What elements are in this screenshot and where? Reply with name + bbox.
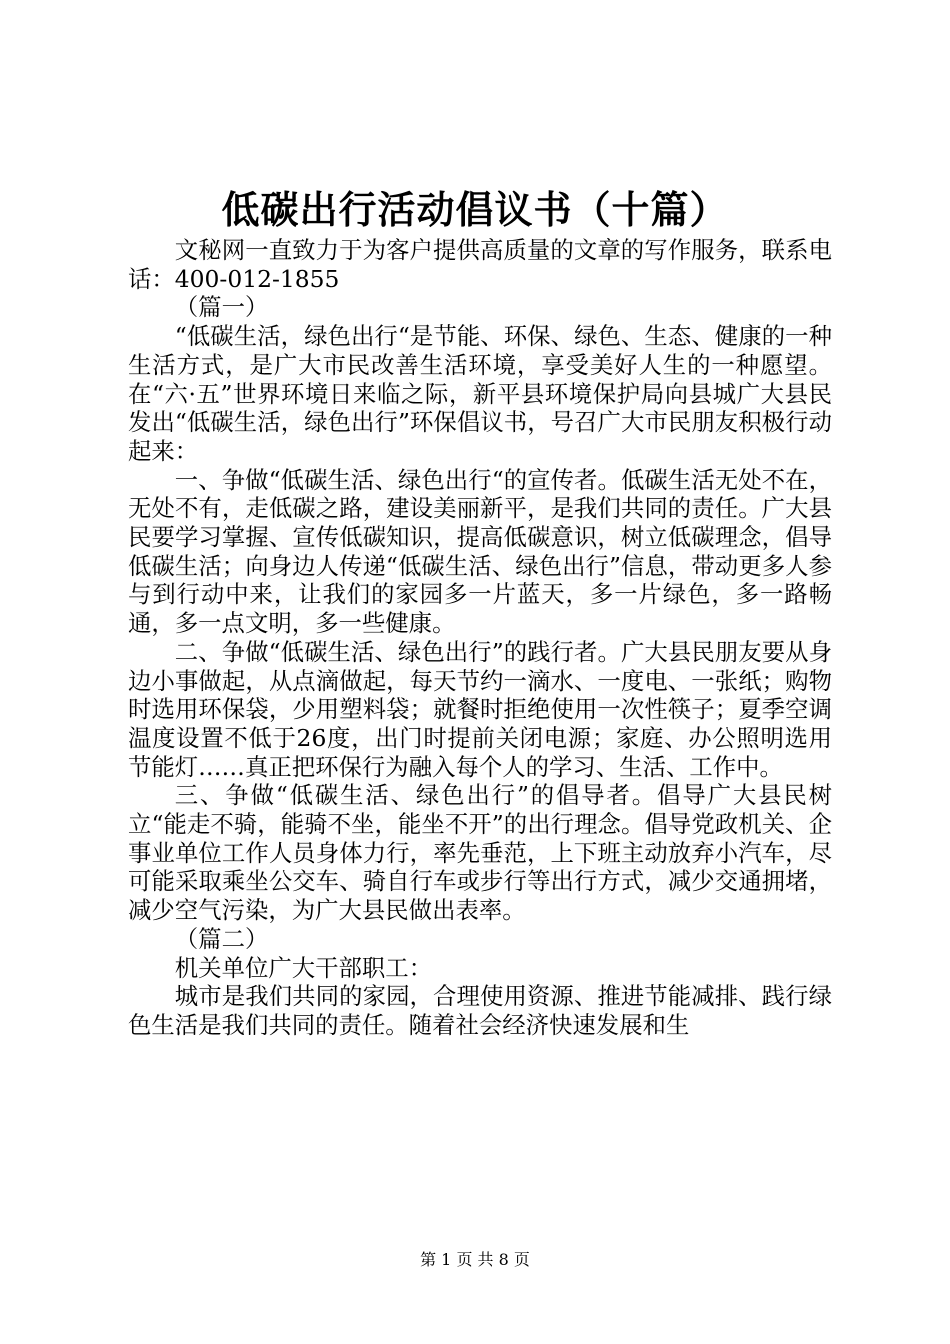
page-footer: 第 1 页 共 8 页 xyxy=(420,1250,530,1269)
paragraph-section-one-heading: （篇一） xyxy=(174,293,269,322)
paragraph-item-one: 一、争做“低碳生活、绿色出行“的宣传者。低碳生活无处不在，无处不有，走低碳之路，建设美丽新平，是我们共同的责任。广大县民要学习掌握、宣传低碳知识，提高低碳意识，树立低碳理念，倡导低碳生活；向身边人传递“低碳生活、绿色出行”信息，带动更多人参与到行动中来，让我们的家园多一片蓝天，多一片绿色，多一路畅通，多一点文明，多一些健康。 xyxy=(128,465,832,638)
paragraph-item-three: 三、争做“低碳生活、绿色出行”的倡导者。倡导广大县民树立“能走不骑，能骑不坐，能坐不开”的出行理念。倡导党政机关、企事业单位工作人员身体力行，率先垂范，上下班主动放弃小汽车，尽可能采取乘坐公交车、骑自行车或步行等出行方式，减少交通拥堵，减少空气污染，为广大县民做出表率。 xyxy=(128,781,832,925)
document-title: 低碳出行活动倡议书（十篇） xyxy=(221,188,729,232)
document-body xyxy=(128,236,832,1040)
paragraph-item-two: 二、争做“低碳生活、绿色出行”的践行者。广大县民朋友要从身边小事做起，从点滴做起，每天节约一滴水、一度电、一张纸；购物时选用环保袋，少用塑料袋；就餐时拒绝使用一次性筷子；夏季空调温度设置不低于26度，出门时提前关闭电源；家庭、办公照明选用节能灯……真正把环保行为融入每个人的学习、生活、工作中。 xyxy=(128,637,832,781)
paragraph-section-two-body: 城市是我们共同的家园，合理使用资源、推进节能减排、践行绿色生活是我们共同的责任。随着社会经济快速发展和生 xyxy=(128,982,832,1039)
paragraph-intro: 文秘网一直致力于为客户提供高质量的文章的写作服务，联系电话：400-012-1855 xyxy=(128,236,832,293)
paragraph-section-two-heading: （篇二） xyxy=(174,924,269,953)
paragraph-section-one-lead: “低碳生活，绿色出行“是节能、环保、绿色、生态、健康的一种生活方式，是广大市民改善生活环境，享受美好人生的一种愿望。在“六·五”世界环境日来临之际，新平县环境保护局向县城广大县民发出“低碳生活，绿色出行”环保倡议书，号召广大市民朋友积极行动起来： xyxy=(128,322,832,465)
paragraph-section-two-salutation: 机关单位广大干部职工： xyxy=(174,953,433,982)
